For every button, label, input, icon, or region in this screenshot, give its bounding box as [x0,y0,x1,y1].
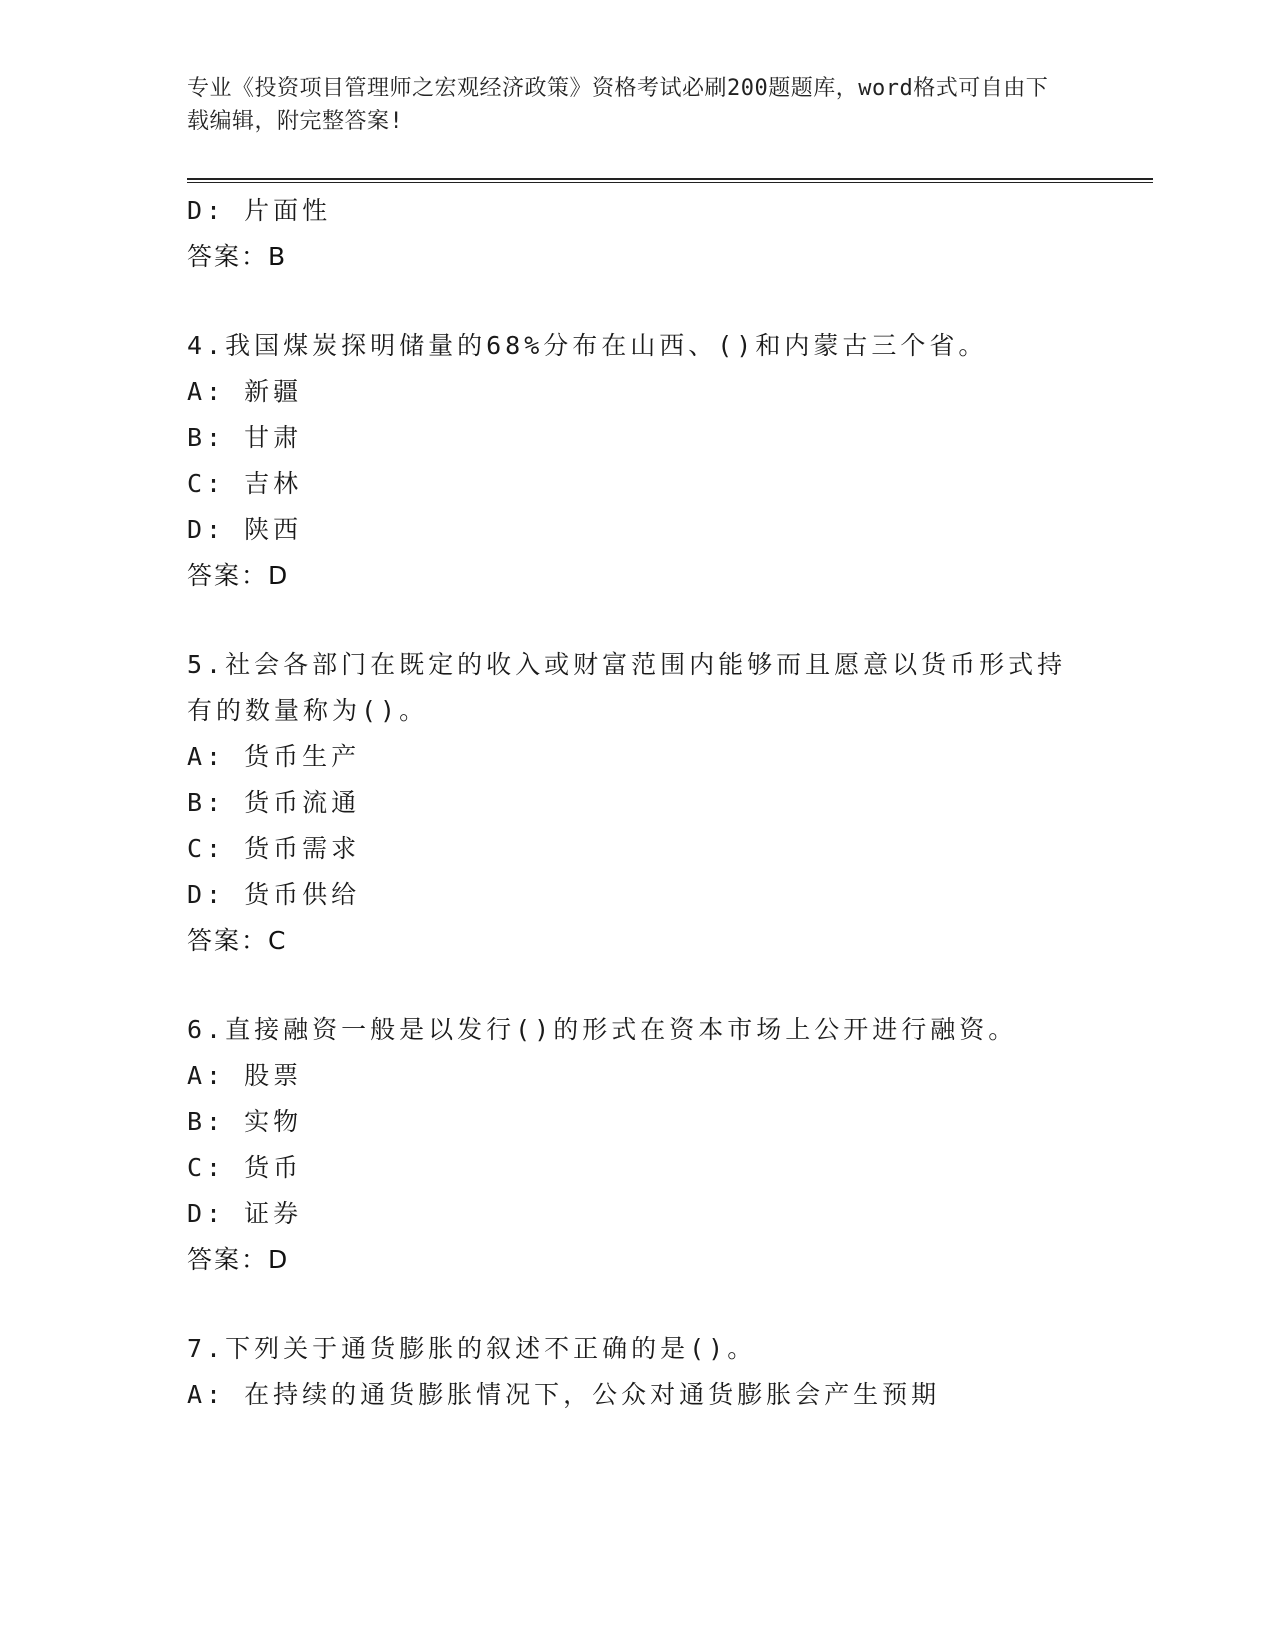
question-list [187,188,1087,1418]
question-text: 5.社会各部门在既定的收入或财富范围内能够而且愿意以货币形式持有的数量称为()。 [187,650,1067,725]
question-block-6 [187,1007,1087,1283]
header-divider-thin [187,182,1153,183]
option-d: D: 证券 [187,1199,303,1228]
question-text: 4.我国煤炭探明储量的68%分布在山西、()和内蒙古三个省。 [187,331,988,360]
prev-option-d: D: 片面性 [187,196,332,225]
option-a: A: 货币生产 [187,742,361,771]
prev-answer: 答案：B [187,242,288,271]
spacer [187,599,1087,642]
option-a: A: 股票 [187,1061,303,1090]
question-block-5 [187,642,1087,964]
spacer [187,280,1087,323]
option-c: C: 货币 [187,1153,303,1182]
question-text: 6.直接融资一般是以发行()的形式在资本市场上公开进行融资。 [187,1015,1018,1044]
option-d: D: 陕西 [187,515,303,544]
answer: 答案：D [187,1245,290,1274]
answer: 答案：C [187,926,288,955]
question-block-7 [187,1326,1087,1418]
option-b: B: 货币流通 [187,788,361,817]
header-title: 专业《投资项目管理师之宏观经济政策》资格考试必刷200题题库，word格式可自由下载编辑，附完整答案! [187,76,1049,134]
question-block-4 [187,323,1087,599]
option-a: A: 新疆 [187,377,303,406]
option-c: C: 货币需求 [187,834,361,863]
document-header [187,72,1067,138]
answer: 答案：D [187,561,290,590]
option-c: C: 吉林 [187,469,303,498]
option-b: B: 实物 [187,1107,303,1136]
option-a: A: 在持续的通货膨胀情况下，公众对通货膨胀会产生预期 [187,1380,941,1409]
header-divider-thick [187,178,1153,180]
spacer [187,964,1087,1007]
option-b: B: 甘肃 [187,423,303,452]
option-d: D: 货币供给 [187,880,361,909]
spacer [187,1283,1087,1326]
question-text: 7.下列关于通货膨胀的叙述不正确的是()。 [187,1334,757,1363]
